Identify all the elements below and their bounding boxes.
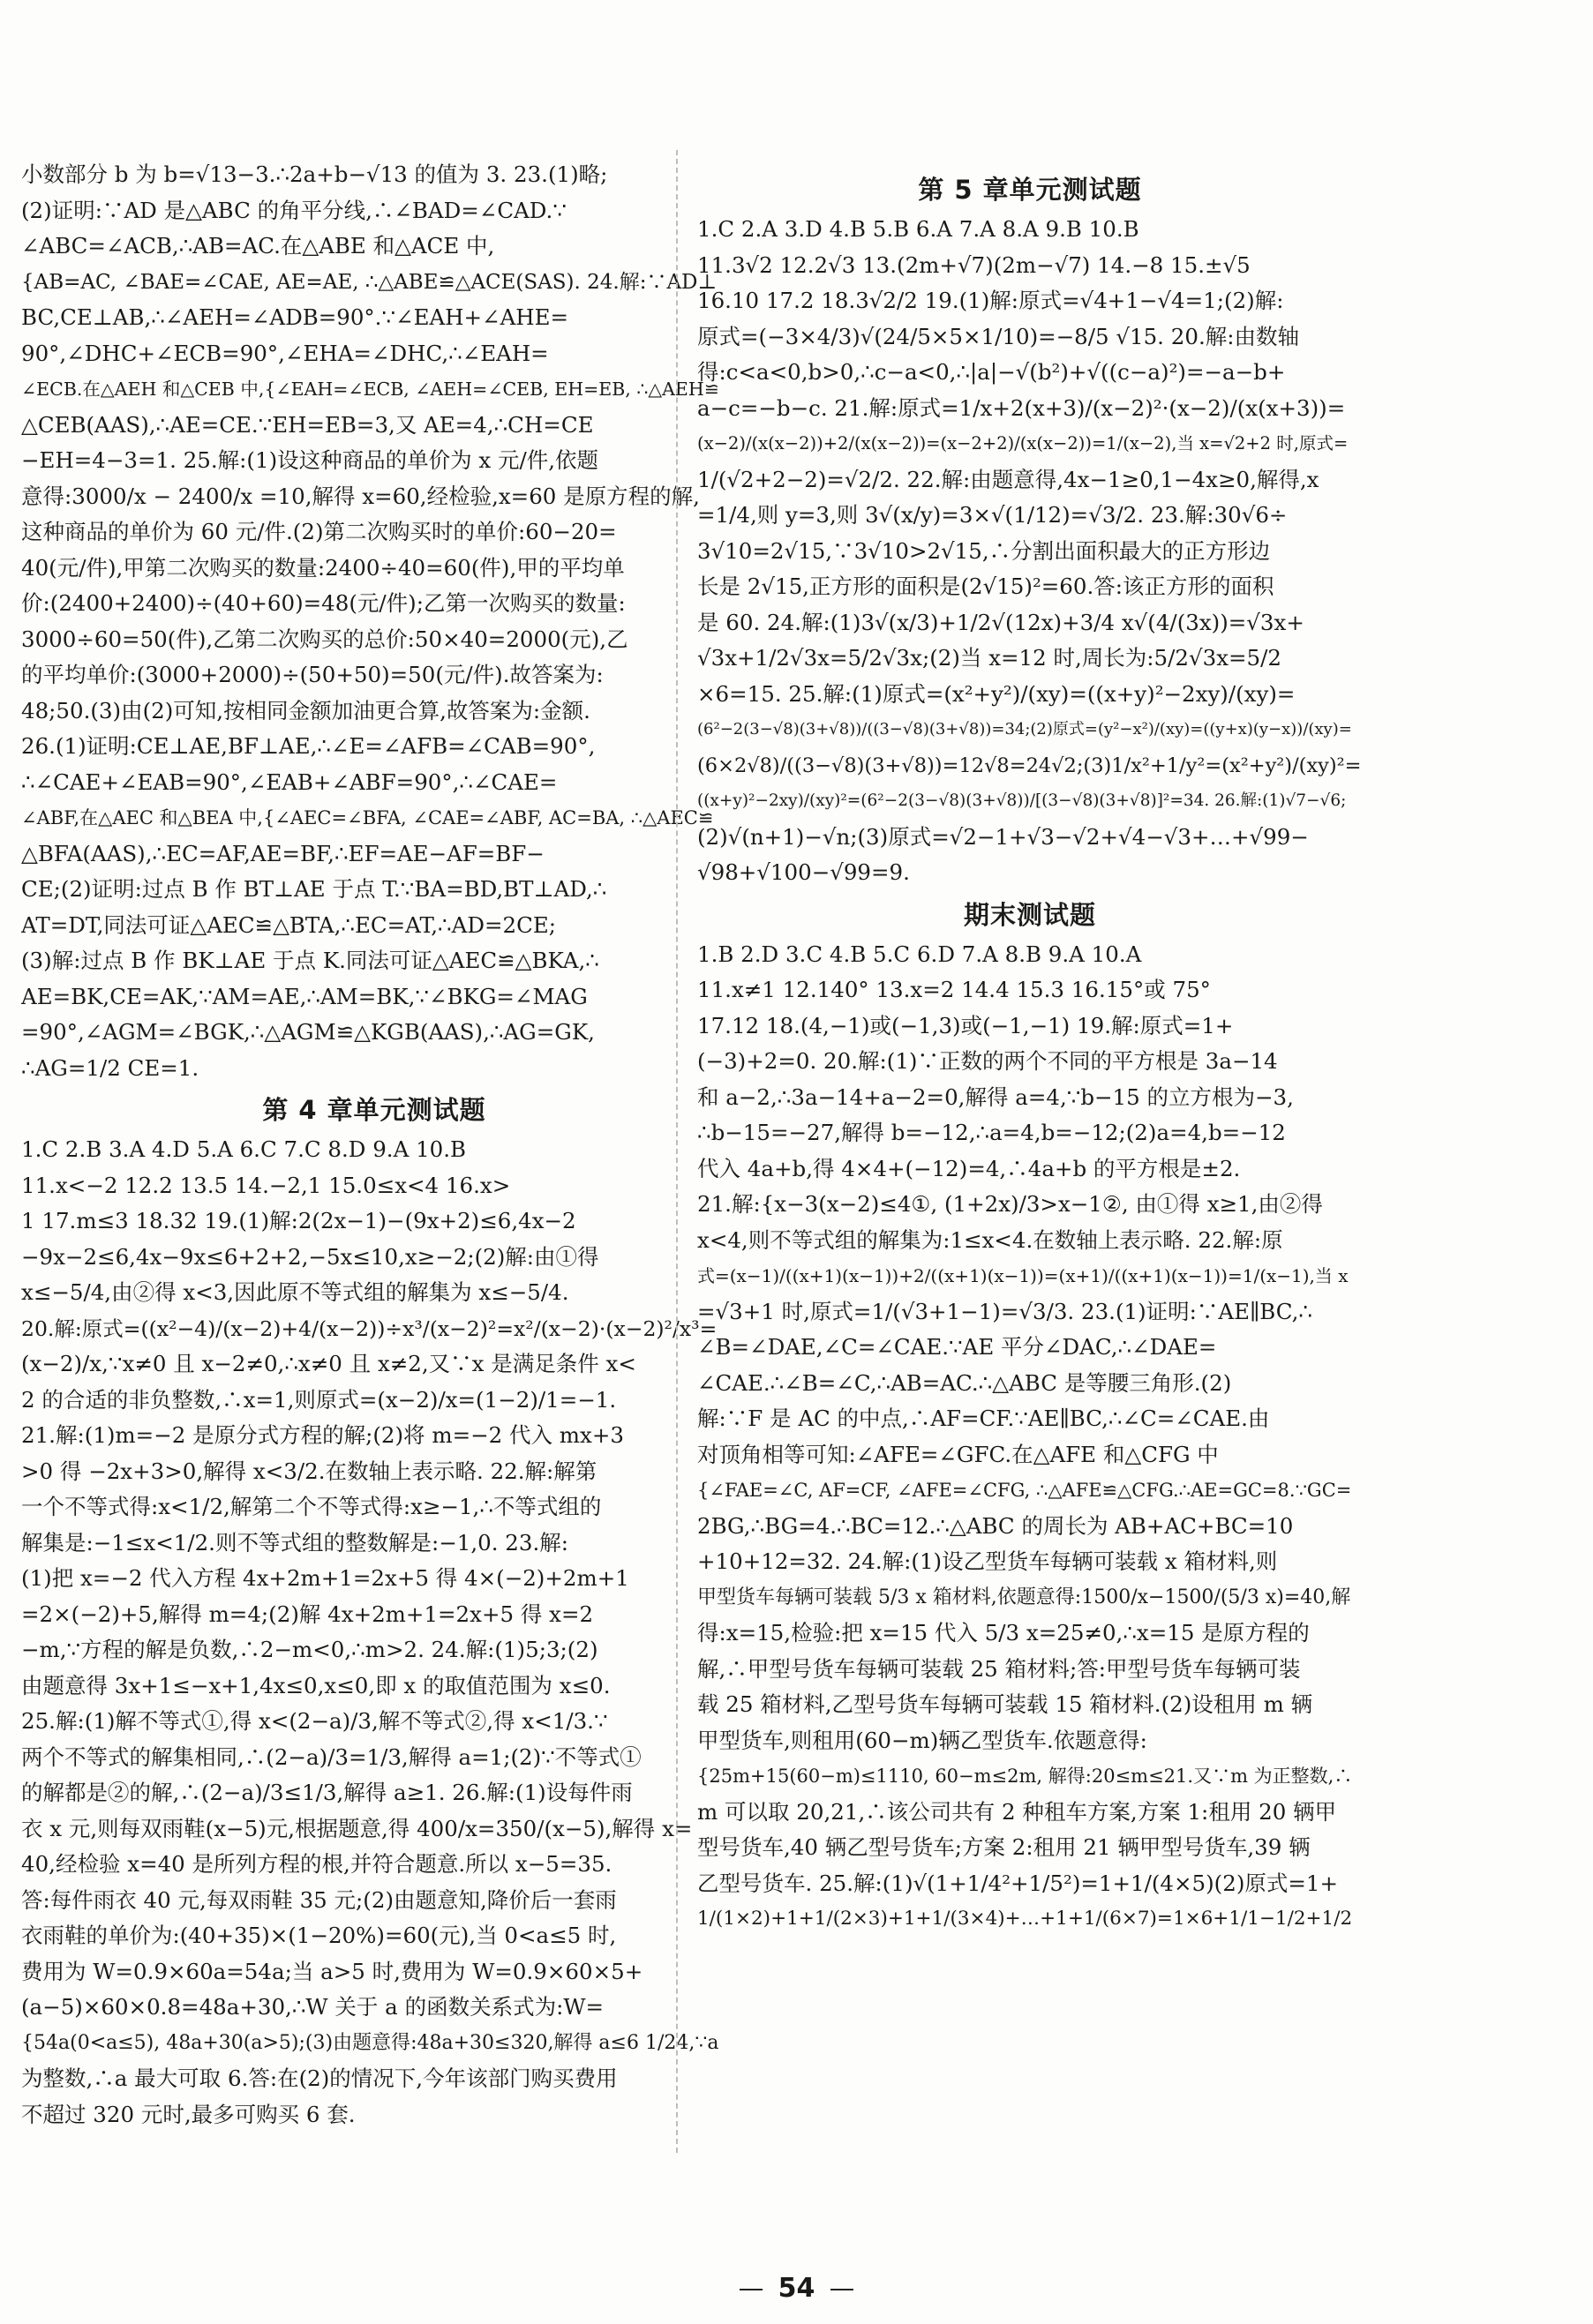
answer-text-line: 的平均单价:(3000+2000)÷(50+50)=50(元/件).故答案为:: [21, 662, 604, 687]
answer-text-line: m 可以取 20,21,∴该公司共有 2 种租车方案,方案 1:租用 20 辆甲: [697, 1798, 1337, 1825]
footer-dash-left: [740, 2289, 763, 2290]
answer-text-line: √3x+1/2√3x=5/2√3x;(2)当 x=12 时,周长为:5/2√3x=5/2: [697, 645, 1281, 671]
answer-text-line: 1/(1×2)+1+1/(2×3)+1+1/(3×4)+…+1+1/(6×7)=1×6+1/1−1/2+1/2: [697, 1908, 1353, 1930]
answer-text-line: 小数部分 b 为 b=√13−3.∴2a+b−√13 的值为 3. 23.(1)略;: [21, 161, 608, 187]
answer-text-line: {AB=AC, ∠BAE=∠CAE, AE=AE, ∴△ABE≌△ACE(SAS). 24.解:∵AD⊥: [21, 270, 718, 294]
answer-text-line: x≤−5/4,由②得 x<3,因此原不等式组的解集为 x≤−5/4.: [21, 1279, 569, 1305]
answer-text-line: 不超过 320 元时,最多可购买 6 套.: [21, 2101, 356, 2127]
footer-dash-right: [830, 2289, 853, 2290]
answer-text-line: 26.(1)证明:CE⊥AE,BF⊥AE,∴∠E=∠AFB=∠CAB=90°,: [21, 733, 596, 759]
answer-text-line: 衣雨鞋的单价为:(40+35)×(1−20%)=60(元),当 0<a≤5 时,: [21, 1923, 617, 1948]
answer-text-line: 3√10=2√15,∵3√10>2√15,∴分割出面积最大的正方形边: [697, 537, 1271, 564]
answer-text-line: 乙型号货车. 25.解:(1)√(1+1/4²+1/5²)=1+1/(4×5)(2)原式=1+: [697, 1870, 1339, 1896]
answer-text-line: =1/4,则 y=3,则 3√(x/y)=3×√(1/12)=√3/2. 23.解:30√6÷: [697, 502, 1288, 528]
answer-text-line: (a−5)×60×0.8=48a+30,∴W 关于 a 的函数关系式为:W=: [21, 1994, 605, 2020]
answer-text-line: 意得:3000/x − 2400/x =10,解得 x=60,经检验,x=60 是原方程的解,: [21, 483, 700, 509]
answer-text-line: 1 17.m≤3 18.32 19.(1)解:2(2x−1)−(9x+2)≤6,4x−2: [21, 1208, 576, 1233]
answer-text-line: =90°,∠AGM=∠BGK,∴△AGM≌△KGB(AAS),∴AG=GK,: [21, 1019, 595, 1045]
answer-text-line: ∠ABC=∠ACB,∴AB=AC.在△ABE 和△ACE 中,: [21, 233, 495, 259]
answer-text-line: −EH=4−3=1. 25.解:(1)设这种商品的单价为 x 元/件,依题: [21, 447, 599, 473]
answer-text-line: −9x−2≤6,4x−9x≤6+2+2,−5x≤10,x≥−2;(2)解:由①得: [21, 1243, 599, 1270]
answer-text-line: {25m+15(60−m)≤1110, 60−m≤2m, 解得:20≤m≤21.又∵m 为正整数,∴: [697, 1765, 1353, 1787]
answer-text-line: 解:∵F 是 AC 的中点,∴AF=CF.∵AE∥BC,∴∠C=∠CAE.由: [697, 1406, 1270, 1431]
answer-text-line: >0 得 −2x+3>0,解得 x<3/2.在数轴上表示略. 22.解:解第: [21, 1458, 597, 1484]
answer-text-line: 原式=(−3×4/3)√(24/5×5×1/10)=−8/5 √15. 20.解:由数轴: [697, 323, 1299, 349]
answer-text-line: (3)解:过点 B 作 BK⊥AE 于点 K.同法可证△AEC≌△BKA,∴: [21, 948, 599, 973]
answer-text-line: a−c=−b−c. 21.解:原式=1/x+2(x+3)/(x−2)²·(x−2)/(x(x+3))=: [697, 394, 1346, 421]
answer-text-line: 20.解:原式=((x²−4)/(x−2)+4/(x−2))÷x³/(x−2)²=x²/(x−2)·(x−2)²/x³=: [21, 1316, 718, 1341]
answer-text-line: (6×2√8)/((3−√8)(3+√8))=12√8=24√2;(3)1/x²+1/y²=(x²+y²)/(xy)²=: [697, 753, 1362, 777]
answer-text-line: 费用为 W=0.9×60a=54a;当 a>5 时,费用为 W=0.9×60×5+: [21, 1958, 643, 1984]
answer-text-line: (1)把 x=−2 代入方程 4x+2m+1=2x+5 得 4×(−2)+2m+1: [21, 1565, 629, 1591]
answer-text-line: 载 25 箱材料,乙型号货车每辆可装载 15 箱材料.(2)设租用 m 辆: [697, 1691, 1313, 1717]
answer-text-line: 得:x=15,检验:把 x=15 代入 5/3 x=25≠0,∴x=15 是原方程的: [697, 1620, 1310, 1646]
answer-text-line: 甲型货车,则租用(60−m)辆乙型货车.依题意得:: [697, 1727, 1147, 1753]
answer-text-line: (x−2)/x,∵x≠0 且 x−2≠0,∴x≠0 且 x≠2,又∵x 是满足条件 x<: [21, 1351, 636, 1376]
left-column: [21, 157, 727, 2133]
answer-text-line: {∠FAE=∠C, AF=CF, ∠AFE=∠CFG, ∴△AFE≌△CFG.∴AE=GC=8.∵GC=: [697, 1480, 1352, 1501]
section-heading: 期末测试题: [963, 899, 1096, 930]
answer-text-line: {54a(0<a≤5), 48a+30(a>5);(3)由题意得:48a+30≤320,解得 a≤6 1/24,∵a: [21, 2031, 719, 2054]
answer-text-line: −m,∵方程的解是负数,∴2−m<0,∴m>2. 24.解:(1)5;3;(2): [21, 1637, 598, 1662]
answer-text-line: 答:每件雨衣 40 元,每双雨鞋 35 元;(2)由题意知,降价后一套雨: [21, 1886, 617, 1913]
answer-text-line: 衣 x 元,则每双雨鞋(x−5)元,根据题意,得 400/x=350/(x−5),解得 x=: [21, 1815, 693, 1841]
answer-text-line: ∴∠CAE+∠EAB=90°,∠EAB+∠ABF=90°,∴∠CAE=: [21, 768, 558, 795]
answer-text-line: 型号货车,40 辆乙型号货车;方案 2:租用 21 辆甲型号货车,39 辆: [697, 1834, 1311, 1860]
answer-text-line: 代入 4a+b,得 4×4+(−12)=4,∴4a+b 的平方根是±2.: [697, 1155, 1241, 1181]
answer-text-line: 1.C 2.A 3.D 4.B 5.B 6.A 7.A 8.A 9.B 10.B: [697, 216, 1139, 242]
answer-text-line: 解,∴甲型号货车每辆可装载 25 箱材料;答:甲型号货车每辆可装: [697, 1655, 1301, 1682]
answer-text-line: x<4,则不等式组的解集为:1≤x<4.在数轴上表示略. 22.解:原: [697, 1226, 1283, 1253]
right-column: [697, 166, 1363, 1938]
answer-text-line: (2)证明:∵AD 是△ABC 的角平分线,∴∠BAD=∠CAD.∵: [21, 197, 567, 223]
answer-text-line: 2 的合适的非负整数,∴x=1,则原式=(x−2)/x=(1−2)/1=−1.: [21, 1386, 617, 1413]
answer-text-line: 两个不等式的解集相同,∴(2−a)/3=1/3,解得 a=1;(2)∵不等式①: [21, 1743, 642, 1770]
answer-text-line: 40,经检验 x=40 是所列方程的根,并符合题意.所以 x−5=35.: [21, 1851, 612, 1877]
answer-text-line: ∠CAE.∴∠B=∠C,∴AB=AC.∴△ABC 是等腰三角形.(2): [697, 1369, 1232, 1396]
answer-text-line: =2×(−2)+5,解得 m=4;(2)解 4x+2m+1=2x+5 得 x=2: [21, 1601, 594, 1627]
section-heading: 第 4 章单元测试题: [262, 1095, 486, 1125]
answer-text-line: 1.B 2.D 3.C 4.B 5.C 6.D 7.A 8.B 9.A 10.A: [697, 941, 1142, 967]
answer-text-line: ∠B=∠DAE,∠C=∠CAE.∵AE 平分∠DAC,∴∠DAE=: [697, 1334, 1217, 1360]
answer-text-line: 40(元/件),甲第二次购买的数量:2400÷40=60(件),甲的平均单: [21, 554, 625, 581]
section-heading: 第 5 章单元测试题: [918, 175, 1142, 205]
answer-text-line: 90°,∠DHC+∠ECB=90°,∠EHA=∠DHC,∴∠EAH=: [21, 340, 549, 366]
page-footer: [0, 2273, 1593, 2304]
answer-text-line: 是 60. 24.解:(1)3√(x/3)+1/2√(12x)+3/4 x√(4/(3x))=√3x+: [697, 609, 1304, 635]
answer-text-line: +10+12=32. 24.解:(1)设乙型货车每辆可装载 x 箱材料,则: [697, 1548, 1278, 1574]
answer-text-line: √98+√100−√99=9.: [697, 859, 910, 885]
answer-text-line: 1/(√2+2−2)=√2/2. 22.解:由题意得,4x−1≥0,1−4x≥0,解得,x: [697, 466, 1319, 492]
answer-text-line: 式=(x−1)/((x+1)(x−1))+2/((x+1)(x−1))=(x+1)/((x+1)(x−1))=1/(x−1),当 x: [697, 1265, 1349, 1286]
answer-text-line: 一个不等式得:x<1/2,解第二个不等式得:x≥−1,∴不等式组的: [21, 1494, 602, 1519]
answer-text-line: (−3)+2=0. 20.解:(1)∵正数的两个不同的平方根是 3a−14: [697, 1048, 1278, 1074]
answer-text-line: (x−2)/(x(x−2))+2/(x(x−2))=(x−2+2)/(x(x−2))=1/(x−2),当 x=√2+2 时,原式=: [697, 433, 1349, 454]
answer-text-line: ∠ECB.在△AEH 和△CEB 中,{∠EAH=∠ECB, ∠AEH=∠CEB, EH=EB, ∴△AEH≌: [21, 379, 719, 400]
column-divider: [676, 150, 678, 2153]
answer-text-line: ∴AG=1/2 CE=1.: [21, 1054, 199, 1081]
answer-text-line: AE=BK,CE=AK,∵AM=AE,∴AM=BK,∵∠BKG=∠MAG: [21, 983, 588, 1009]
answer-text-line: 21.解:{x−3(x−2)≤4①, (1+2x)/3>x−1②, 由①得 x≥1,由②得: [697, 1191, 1323, 1217]
answer-text-line: 21.解:(1)m=−2 是原分式方程的解;(2)将 m=−2 代入 mx+3: [21, 1422, 624, 1448]
answer-text-line: 长是 2√15,正方形的面积是(2√15)²=60.答:该正方形的面积: [697, 574, 1274, 599]
answer-text-line: 甲型货车每辆可装载 5/3 x 箱材料,依题意得:1500/x−1500/(5/3 x)=40,解: [697, 1586, 1351, 1608]
answer-text-line: △BFA(AAS),∴EC=AF,AE=BF,∴EF=AE−AF=BF−: [21, 840, 545, 866]
answer-text-line: 由题意得 3x+1≤−x+1,4x≤0,x≤0,即 x 的取值范围为 x≤0.: [21, 1672, 611, 1698]
answer-text-line: ∴b−15=−27,解得 b=−12,∴a=4,b=−12;(2)a=4,b=−12: [697, 1120, 1286, 1145]
page-number: 54: [778, 2273, 815, 2304]
answer-text-line: 17.12 18.(4,−1)或(−1,3)或(−1,−1) 19.解:原式=1+: [697, 1012, 1234, 1038]
answer-text-line: 价:(2400+2400)÷(40+60)=48(元/件);乙第一次购买的数量:: [21, 590, 626, 616]
answer-text-line: =√3+1 时,原式=1/(√3+1−1)=√3/3. 23.(1)证明:∵AE∥BC,∴: [697, 1298, 1313, 1324]
answer-text-line: 11.3√2 12.2√3 13.(2m+√7)(2m−√7) 14.−8 15.±√5: [697, 251, 1251, 278]
answer-text-line: AT=DT,同法可证△AEC≌△BTA,∴EC=AT,∴AD=2CE;: [21, 911, 556, 938]
answer-text-line: 48;50.(3)由(2)可知,按相同金额加油更合算,故答案为:金额.: [21, 697, 590, 723]
answer-text-line: ∠ABF,在△AEC 和△BEA 中,{∠AEC=∠BFA, ∠CAE=∠ABF, AC=BA, ∴△AEC≌: [21, 807, 714, 828]
answer-text-line: 11.x≠1 12.140° 13.x=2 14.4 15.3 16.15°或 75°: [697, 977, 1211, 1002]
answer-text-line: ((x+y)²−2xy)/(xy)²=(6²−2(3−√8)(3+√8))/[(3−√8)(3+√8)]²=34. 26.解:(1)√7−√6;: [697, 791, 1347, 810]
answer-text-line: (6²−2(3−√8)(3+√8))/((3−√8)(3+√8))=34;(2)原式=(y²−x²)/(xy)=((y+x)(y−x))/(xy)=: [697, 720, 1352, 738]
answer-text-line: CE;(2)证明:过点 B 作 BT⊥AE 于点 T.∵BA=BD,BT⊥AD,∴: [21, 876, 607, 902]
answer-text-line: 对顶角相等可知:∠AFE=∠GFC.在△AFE 和△CFG 中: [697, 1441, 1219, 1467]
answer-text-line: 1.C 2.B 3.A 4.D 5.A 6.C 7.C 8.D 9.A 10.B: [21, 1136, 467, 1162]
answer-text-line: 解集是:−1≤x<1/2.则不等式组的整数解是:−1,0. 23.解:: [21, 1529, 568, 1556]
answer-text-line: 这种商品的单价为 60 元/件.(2)第二次购买时的单价:60−20=: [21, 519, 617, 544]
answer-text-line: ×6=15. 25.解:(1)原式=(x²+y²)/(xy)=((x+y)²−2xy)/(xy)=: [697, 680, 1296, 707]
answer-text-line: 为整数,∴a 最大可取 6.答:在(2)的情况下,今年该部门购买费用: [21, 2065, 618, 2091]
answer-text-line: 的解都是②的解,∴(2−a)/3≤1/3,解得 a≥1. 26.解:(1)设每件雨: [21, 1780, 633, 1805]
answer-text-line: 16.10 17.2 18.3√2/2 19.(1)解:原式=√4+1−√4=1;(2)解:: [697, 288, 1284, 313]
answer-text-line: 和 a−2,∴3a−14+a−2=0,解得 a=4,∵b−15 的立方根为−3,: [697, 1083, 1294, 1110]
answer-text-line: 2BG,∴BG=4.∴BC=12.∴△ABC 的周长为 AB+AC+BC=10: [697, 1512, 1294, 1539]
answer-text-line: △CEB(AAS),∴AE=CE.∵EH=EB=3,又 AE=4,∴CH=CE: [21, 411, 594, 438]
answer-text-line: BC,CE⊥AB,∴∠AEH=∠ADB=90°.∵∠EAH+∠AHE=: [21, 304, 569, 330]
answer-text-line: 3000÷60=50(件),乙第二次购买的总价:50×40=2000(元),乙: [21, 626, 628, 652]
answer-text-line: 11.x<−2 12.2 13.5 14.−2,1 15.0≤x<4 16.x>: [21, 1172, 511, 1198]
answer-text-line: 得:c<a<0,b>0,∴c−a<0,∴|a|−√(b²)+√((c−a)²)=−a−b+: [697, 359, 1286, 385]
answer-text-line: 25.解:(1)解不等式①,得 x<(2−a)/3,解不等式②,得 x<1/3.∵: [21, 1708, 608, 1734]
answer-text-line: (2)√(n+1)−√n;(3)原式=√2−1+√3−√2+√4−√3+…+√99−: [697, 823, 1309, 850]
